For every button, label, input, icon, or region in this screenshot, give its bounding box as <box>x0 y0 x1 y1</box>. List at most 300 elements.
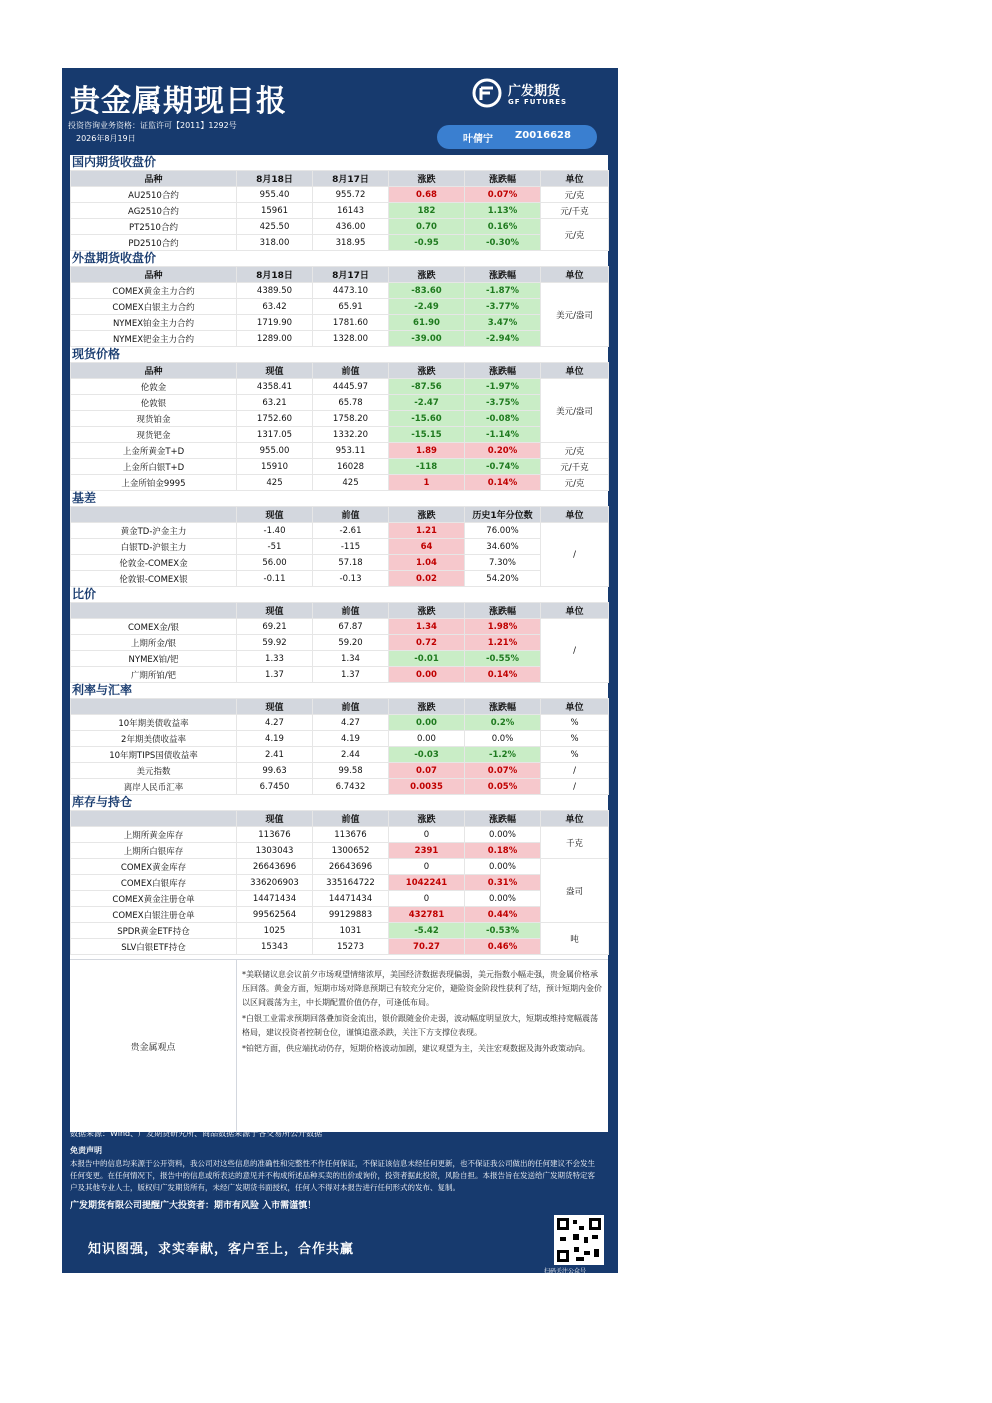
column-header: 涨跌 <box>389 267 465 283</box>
cell-value: -0.53% <box>465 923 541 939</box>
unit-cell: 吨 <box>541 923 609 955</box>
column-header: 涨跌幅 <box>465 603 541 619</box>
row-label: 伦敦银 <box>71 395 237 411</box>
row-label: COMEX黄金注册仓单 <box>71 891 237 907</box>
cell-value: -0.55% <box>465 651 541 667</box>
cell-value: 0.05% <box>465 779 541 795</box>
cell-value: 1758.20 <box>313 411 389 427</box>
cell-value: 26643696 <box>313 859 389 875</box>
report-sheet <box>62 68 618 1273</box>
cell-value: -0.08% <box>465 411 541 427</box>
disclaimer-text: 本报告中的信息均来源于公开资料，我公司对这些信息的准确性和完整性不作任何保证，不保证该信息未经任何更新，也不保证我公司做出的任何建议不会发生任何变更。在任何情况下，报告中的信息或所表达的意见并不构成所述品种买卖的出价或询价，投资者据此投资，风险自担。本报告旨在发送给广发期货特定客户及其他专业人士，版权归广发期货所有，未经广发期货书面授权，任何人不得对本报告进行任何形式的发布、复制。 <box>70 1159 595 1192</box>
table-row <box>71 763 609 779</box>
section-title: 利率与汇率 <box>72 683 133 697</box>
cell-value: 0.14% <box>465 475 541 491</box>
column-header: 单位 <box>541 171 609 187</box>
column-header: 8月18日 <box>237 267 313 283</box>
column-header: 涨跌 <box>389 603 465 619</box>
table-row <box>71 459 609 475</box>
row-label: SPDR黄金ETF持仓 <box>71 923 237 939</box>
cell-value: 1.98% <box>465 619 541 635</box>
data-table <box>70 266 609 347</box>
cell-value: 955.72 <box>313 187 389 203</box>
column-header: 现值 <box>237 363 313 379</box>
cell-value: 2.44 <box>313 747 389 763</box>
table-row <box>71 827 609 843</box>
view-label: 贵金属观点 <box>70 960 237 1132</box>
section-title: 基差 <box>72 491 97 505</box>
unit-cell: / <box>541 523 609 587</box>
row-label: 2年期美债收益率 <box>71 731 237 747</box>
cell-value: 57.18 <box>313 555 389 571</box>
cell-value: 425 <box>237 475 313 491</box>
view-paragraph: *铂钯方面，供应端扰动仍存，短期价格波动加剧，建议观望为主，关注宏观数据及海外政策动向。 <box>242 1044 590 1053</box>
market-view <box>70 959 608 1132</box>
cell-value: 15273 <box>313 939 389 955</box>
data-table <box>70 362 609 491</box>
cell-value: 0.07% <box>465 187 541 203</box>
cell-value: 318.00 <box>237 235 313 251</box>
cell-value: 63.42 <box>237 299 313 315</box>
section-title: 现货价格 <box>72 347 121 361</box>
view-paragraph: *白银工业需求预期回落叠加资金流出，银价跟随金价走弱，波动幅度明显放大，短期或维持宽幅震荡格局，建议投资者控制仓位，谨慎追涨杀跌，关注下方支撑位表现。 <box>242 1014 598 1037</box>
cell-value: 0.2% <box>465 715 541 731</box>
table-row <box>71 923 609 939</box>
row-label: 伦敦金 <box>71 379 237 395</box>
row-label: 上金所铂金9995 <box>71 475 237 491</box>
column-header: 单位 <box>541 603 609 619</box>
cell-value: 0.00 <box>389 715 465 731</box>
data-table <box>70 698 609 795</box>
column-header: 现值 <box>237 507 313 523</box>
cell-value: 336206903 <box>237 875 313 891</box>
data-table <box>70 170 609 251</box>
cell-value: 1752.60 <box>237 411 313 427</box>
cell-value: -118 <box>389 459 465 475</box>
column-header <box>71 811 237 827</box>
cell-value: -0.95 <box>389 235 465 251</box>
cell-value: 1 <box>389 475 465 491</box>
cell-value: -2.94% <box>465 331 541 347</box>
cell-value: 0.14% <box>465 667 541 683</box>
cell-value: 99.63 <box>237 763 313 779</box>
column-header: 涨跌幅 <box>465 267 541 283</box>
cell-value: 113676 <box>237 827 313 843</box>
table-row <box>71 731 609 747</box>
cell-value: 15343 <box>237 939 313 955</box>
cell-value: -15.60 <box>389 411 465 427</box>
column-header: 前值 <box>313 811 389 827</box>
column-header: 前值 <box>313 603 389 619</box>
unit-cell: % <box>541 731 609 747</box>
cell-value: 1025 <box>237 923 313 939</box>
report-title: 贵金属期现日报 <box>70 84 287 119</box>
column-header: 现值 <box>237 699 313 715</box>
cell-value: 1317.05 <box>237 427 313 443</box>
report-footer <box>70 1128 610 1211</box>
section-title: 国内期货收盘价 <box>72 155 157 169</box>
cell-value: -0.13 <box>313 571 389 587</box>
column-header: 单位 <box>541 507 609 523</box>
cell-value: 1.33 <box>237 651 313 667</box>
cell-value: 1289.00 <box>237 331 313 347</box>
cell-value: -87.56 <box>389 379 465 395</box>
column-header: 涨跌幅 <box>465 811 541 827</box>
cell-value: -1.14% <box>465 427 541 443</box>
unit-cell: 盎司 <box>541 859 609 923</box>
column-header: 涨跌幅 <box>465 171 541 187</box>
cell-value: 54.20% <box>465 571 541 587</box>
cell-value: 335164722 <box>313 875 389 891</box>
table-row <box>71 875 609 891</box>
cell-value: -3.75% <box>465 395 541 411</box>
table-row <box>71 395 609 411</box>
table-row <box>71 667 609 683</box>
analyst-badge <box>437 125 597 149</box>
unit-cell: 元/千克 <box>541 459 609 475</box>
cell-value: 0.00% <box>465 827 541 843</box>
row-label: COMEX白银主力合约 <box>71 299 237 315</box>
section-title: 外盘期货收盘价 <box>72 251 157 265</box>
analyst-name: 叶倩宁 <box>463 134 493 145</box>
column-header: 涨跌 <box>389 507 465 523</box>
column-header: 单位 <box>541 363 609 379</box>
cell-value: 318.95 <box>313 235 389 251</box>
unit-cell: 元/克 <box>541 443 609 459</box>
gf-logo-icon <box>472 78 502 108</box>
cell-value: 0.00% <box>465 859 541 875</box>
cell-value: 1042241 <box>389 875 465 891</box>
column-header: 8月18日 <box>237 171 313 187</box>
cell-value: 0.00 <box>389 731 465 747</box>
cell-value: -1.97% <box>465 379 541 395</box>
cell-value: 113676 <box>313 827 389 843</box>
cell-value: -15.15 <box>389 427 465 443</box>
row-label: 上期所黄金库存 <box>71 827 237 843</box>
cell-value: 65.91 <box>313 299 389 315</box>
cell-value: 70.27 <box>389 939 465 955</box>
cell-value: 99.58 <box>313 763 389 779</box>
cell-value: 4.19 <box>313 731 389 747</box>
row-label: 上金所黄金T+D <box>71 443 237 459</box>
cell-value: 99562564 <box>237 907 313 923</box>
table-row <box>71 859 609 875</box>
row-label: NYMEX钯金主力合约 <box>71 331 237 347</box>
cell-value: -115 <box>313 539 389 555</box>
cell-value: 1303043 <box>237 843 313 859</box>
column-header: 涨跌 <box>389 171 465 187</box>
company-motto: 知识图强，求实奉献，客户至上，合作共赢 <box>88 1242 355 1257</box>
row-label: PT2510合约 <box>71 219 237 235</box>
row-label: 伦敦金-COMEX金 <box>71 555 237 571</box>
column-header: 前值 <box>313 507 389 523</box>
row-label: 广期所铂/钯 <box>71 667 237 683</box>
cell-value: 59.20 <box>313 635 389 651</box>
cell-value: 67.87 <box>313 619 389 635</box>
cell-value: 63.21 <box>237 395 313 411</box>
row-label: AU2510合约 <box>71 187 237 203</box>
cell-value: -2.47 <box>389 395 465 411</box>
column-header: 8月17日 <box>313 171 389 187</box>
cell-value: 15910 <box>237 459 313 475</box>
unit-cell: 元/克 <box>541 475 609 491</box>
table-row <box>71 539 609 555</box>
cell-value: -0.01 <box>389 651 465 667</box>
cell-value: 65.78 <box>313 395 389 411</box>
unit-cell: % <box>541 747 609 763</box>
cell-value: 432781 <box>389 907 465 923</box>
unit-cell: 美元/盎司 <box>541 283 609 347</box>
table-row <box>71 379 609 395</box>
table-row <box>71 283 609 299</box>
cell-value: -2.49 <box>389 299 465 315</box>
table-row <box>71 187 609 203</box>
cell-value: -83.60 <box>389 283 465 299</box>
cell-value: 1.13% <box>465 203 541 219</box>
cell-value: 0.0% <box>465 731 541 747</box>
row-label: PD2510合约 <box>71 235 237 251</box>
cell-value: 0.18% <box>465 843 541 859</box>
cell-value: 1.04 <box>389 555 465 571</box>
column-header: 现值 <box>237 603 313 619</box>
column-header: 历史1年分位数 <box>465 507 541 523</box>
column-header <box>71 699 237 715</box>
column-header: 涨跌幅 <box>465 699 541 715</box>
report-date: 2026年8月19日 <box>76 134 136 143</box>
disclaimer-title: 免责声明 <box>70 1146 102 1155</box>
column-header <box>71 603 237 619</box>
table-row <box>71 411 609 427</box>
column-header: 品种 <box>71 171 237 187</box>
row-label: 黄金TD-沪金主力 <box>71 523 237 539</box>
cell-value: 1332.20 <box>313 427 389 443</box>
license-text: 投资咨询业务资格：证监许可【2011】1292号 <box>68 121 237 130</box>
data-tables <box>70 155 608 1132</box>
row-label: 上金所白银T+D <box>71 459 237 475</box>
row-label: 上期所金/银 <box>71 635 237 651</box>
row-label: 10年期美债收益率 <box>71 715 237 731</box>
cell-value: 15961 <box>237 203 313 219</box>
cell-value: 16028 <box>313 459 389 475</box>
cell-value: 56.00 <box>237 555 313 571</box>
row-label: COMEX白银注册仓单 <box>71 907 237 923</box>
data-table <box>70 810 609 955</box>
cell-value: 1300652 <box>313 843 389 859</box>
cell-value: 34.60% <box>465 539 541 555</box>
cell-value: 76.00% <box>465 523 541 539</box>
cell-value: 0.72 <box>389 635 465 651</box>
cell-value: 953.11 <box>313 443 389 459</box>
data-table <box>70 602 609 683</box>
cell-value: 14471434 <box>237 891 313 907</box>
cell-value: 955.00 <box>237 443 313 459</box>
cell-value: 1.34 <box>313 651 389 667</box>
cell-value: -0.03 <box>389 747 465 763</box>
cell-value: 16143 <box>313 203 389 219</box>
cell-value: 4389.50 <box>237 283 313 299</box>
cell-value: 2.41 <box>237 747 313 763</box>
unit-cell: 千克 <box>541 827 609 859</box>
cell-value: -0.30% <box>465 235 541 251</box>
cell-value: 2391 <box>389 843 465 859</box>
cell-value: 1.21 <box>389 523 465 539</box>
cell-value: -5.42 <box>389 923 465 939</box>
column-header: 涨跌 <box>389 363 465 379</box>
unit-cell: 元/克 <box>541 187 609 203</box>
table-row <box>71 779 609 795</box>
cell-value: 4.27 <box>313 715 389 731</box>
cell-value: 425 <box>313 475 389 491</box>
cell-value: 6.7450 <box>237 779 313 795</box>
row-label: COMEX白银库存 <box>71 875 237 891</box>
cell-value: -1.87% <box>465 283 541 299</box>
qr-code[interactable] <box>554 1215 604 1265</box>
cell-value: 1.89 <box>389 443 465 459</box>
cell-value: 0 <box>389 827 465 843</box>
column-header: 单位 <box>541 267 609 283</box>
row-label: NYMEX铂/钯 <box>71 651 237 667</box>
data-table <box>70 506 609 587</box>
column-header: 前值 <box>313 363 389 379</box>
cell-value: -39.00 <box>389 331 465 347</box>
row-label: 现货钯金 <box>71 427 237 443</box>
section-title: 比价 <box>72 587 97 601</box>
row-label: 现货铂金 <box>71 411 237 427</box>
logo-cn: 广发期货 <box>508 84 561 99</box>
cell-value: 1031 <box>313 923 389 939</box>
unit-cell: 元/克 <box>541 219 609 251</box>
cell-value: -0.74% <box>465 459 541 475</box>
row-label: COMEX黄金库存 <box>71 859 237 875</box>
row-label: 伦敦银-COMEX银 <box>71 571 237 587</box>
table-row <box>71 891 609 907</box>
cell-value: -1.2% <box>465 747 541 763</box>
cell-value: -51 <box>237 539 313 555</box>
cell-value: 1.34 <box>389 619 465 635</box>
cell-value: -2.61 <box>313 523 389 539</box>
column-header: 单位 <box>541 811 609 827</box>
table-row <box>71 843 609 859</box>
qr-code-icon <box>554 1215 604 1265</box>
cell-value: 7.30% <box>465 555 541 571</box>
cell-value: 0.07% <box>465 763 541 779</box>
logo-en: GF FUTURES <box>508 98 568 106</box>
table-row <box>71 331 609 347</box>
cell-value: 0.46% <box>465 939 541 955</box>
risk-reminder: 广发期货有限公司提醒广大投资者：期市有风险 入市需谨慎！ <box>70 1201 317 1211</box>
table-row <box>71 651 609 667</box>
table-row <box>71 715 609 731</box>
analyst-id: Z0016628 <box>515 130 571 141</box>
table-row <box>71 635 609 651</box>
cell-value: 26643696 <box>237 859 313 875</box>
cell-value: 425.50 <box>237 219 313 235</box>
cell-value: 0.00 <box>389 667 465 683</box>
cell-value: 4.27 <box>237 715 313 731</box>
cell-value: 4445.97 <box>313 379 389 395</box>
unit-cell: / <box>541 779 609 795</box>
cell-value: 1719.90 <box>237 315 313 331</box>
cell-value: 1.37 <box>313 667 389 683</box>
cell-value: 59.92 <box>237 635 313 651</box>
view-text <box>242 968 604 1058</box>
qr-caption: 扫码关注公众号 <box>544 1268 587 1275</box>
column-header: 现值 <box>237 811 313 827</box>
column-header: 单位 <box>541 699 609 715</box>
column-header <box>71 507 237 523</box>
row-label: COMEX金/银 <box>71 619 237 635</box>
row-label: SLV白银ETF持仓 <box>71 939 237 955</box>
column-header: 前值 <box>313 699 389 715</box>
cell-value: 0.07 <box>389 763 465 779</box>
cell-value: 61.90 <box>389 315 465 331</box>
unit-cell: 元/千克 <box>541 203 609 219</box>
table-row <box>71 475 609 491</box>
column-header: 涨跌幅 <box>465 363 541 379</box>
unit-cell: 美元/盎司 <box>541 379 609 443</box>
cell-value: -1.40 <box>237 523 313 539</box>
column-header: 涨跌 <box>389 699 465 715</box>
section-title: 库存与持仓 <box>72 795 133 809</box>
table-row <box>71 299 609 315</box>
column-header: 品种 <box>71 267 237 283</box>
table-row <box>71 747 609 763</box>
cell-value: -3.77% <box>465 299 541 315</box>
cell-value: -0.11 <box>237 571 313 587</box>
row-label: 白银TD-沪银主力 <box>71 539 237 555</box>
cell-value: 0 <box>389 891 465 907</box>
column-header: 品种 <box>71 363 237 379</box>
table-row <box>71 235 609 251</box>
cell-value: 4.19 <box>237 731 313 747</box>
cell-value: 6.7432 <box>313 779 389 795</box>
cell-value: 0 <box>389 859 465 875</box>
table-row <box>71 315 609 331</box>
cell-value: 99129883 <box>313 907 389 923</box>
gf-futures-logo <box>472 78 622 114</box>
view-paragraph: *美联储议息会议前夕市场观望情绪浓厚，美国经济数据表现偏弱，美元指数小幅走强，贵金属价格承压回落。黄金方面，短期市场对降息预期已有较充分定价，避险资金阶段性获利了结，预计短期内金价以区间震荡为主，中长期配置价值仍存，可逢低布局。 <box>242 970 602 1007</box>
column-header: 8月17日 <box>313 267 389 283</box>
table-row <box>71 523 609 539</box>
cell-value: 4358.41 <box>237 379 313 395</box>
cell-value: 14471434 <box>313 891 389 907</box>
cell-value: 1.37 <box>237 667 313 683</box>
unit-cell: % <box>541 715 609 731</box>
cell-value: 64 <box>389 539 465 555</box>
cell-value: 0.0035 <box>389 779 465 795</box>
cell-value: 0.00% <box>465 891 541 907</box>
row-label: 上期所白银库存 <box>71 843 237 859</box>
cell-value: 0.02 <box>389 571 465 587</box>
cell-value: 0.16% <box>465 219 541 235</box>
table-row <box>71 571 609 587</box>
row-label: AG2510合约 <box>71 203 237 219</box>
cell-value: 0.70 <box>389 219 465 235</box>
table-row <box>71 427 609 443</box>
cell-value: 3.47% <box>465 315 541 331</box>
cell-value: 4473.10 <box>313 283 389 299</box>
cell-value: 0.44% <box>465 907 541 923</box>
cell-value: 1328.00 <box>313 331 389 347</box>
cell-value: 182 <box>389 203 465 219</box>
row-label: NYMEX铂金主力合约 <box>71 315 237 331</box>
table-row <box>71 619 609 635</box>
table-row <box>71 907 609 923</box>
cell-value: 0.68 <box>389 187 465 203</box>
table-row <box>71 219 609 235</box>
cell-value: 0.20% <box>465 443 541 459</box>
row-label: 离岸人民币汇率 <box>71 779 237 795</box>
